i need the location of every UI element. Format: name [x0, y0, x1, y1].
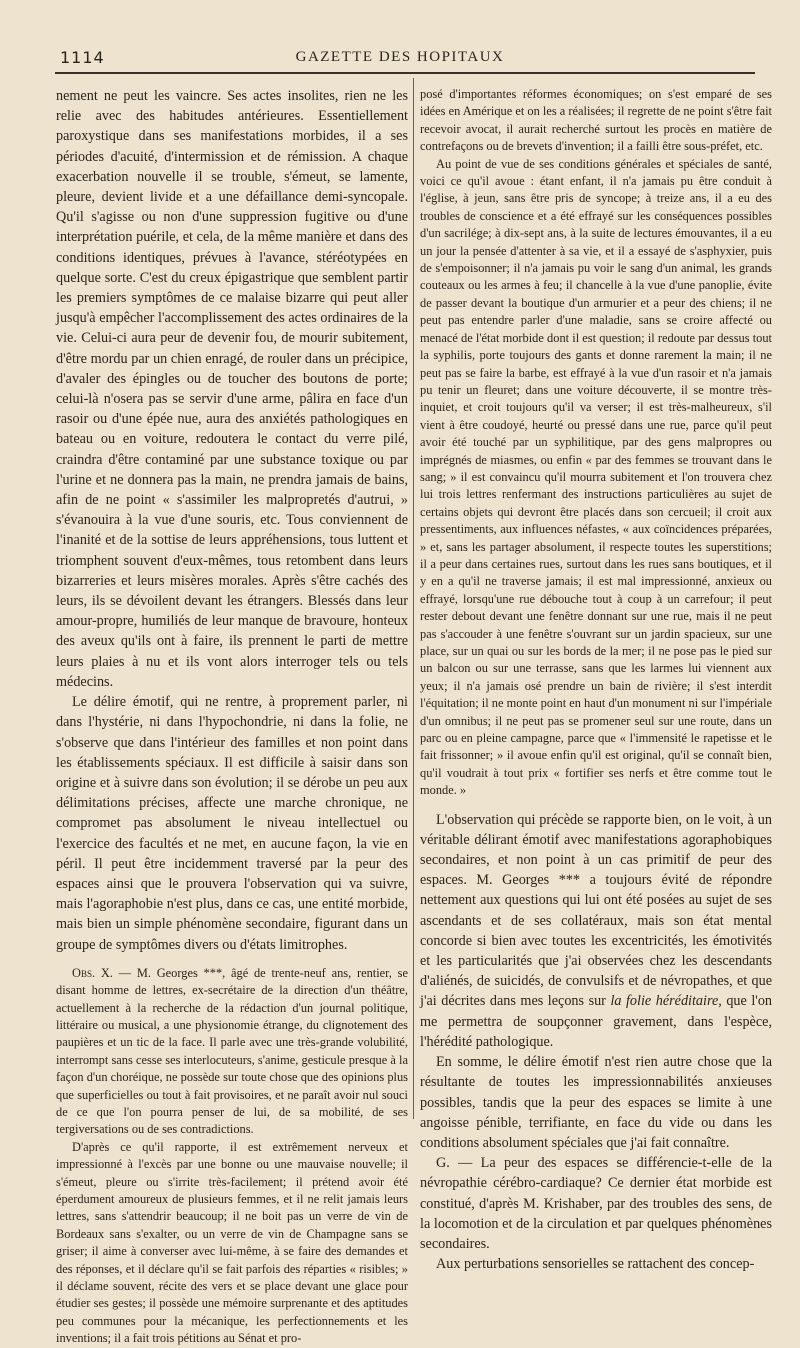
column-divider — [413, 78, 414, 1119]
paragraph — [420, 810, 772, 1052]
italic-title: la folie héréditaire — [610, 993, 719, 1010]
text-run: , que l'on me permettra de soupçonner gravement, dans l'espèce, l'hérédité pathologique. — [420, 993, 773, 1050]
left-column — [56, 86, 409, 1346]
running-title: GAZETTE DES HOPITAUX — [295, 49, 505, 65]
paragraph: posé d'importantes réformes économiques; on s'est emparé de ses idées en Amérique et on les a réalisées; il regrette de ne point s'être fait recevoir avocat, il aurait recherché surtout les procès en matière de contrefaçons ou de brevets d'invention; il a failli être sous-préfet, etc. — [420, 87, 772, 154]
observation-text: — M. Georges ***, âgé de trente-neuf ans, rentier, se disant homme de lettres, ex-secrétaire de la direction d'un théâtre, actuellement à la recherche de la rédaction d'un journal politique, littéraire ou musical, a une physionomie étrange, du clignotement des paupières et un tic de la face. Il parle avec une très-grande volubilité, interrompt sans cesse ses interlocuteurs, s'anime, gesticule presque à la façon d'un choréique, ne possède sur toute chose que des opinions plus que superficielles ou tout à fait provisoires, et ne paraît avoir nul souci de ce que l'on pourra penser de lui, de sa mobilité, de ses tergiversations ou de ses contradictions. — [56, 965, 409, 1137]
right-column — [420, 86, 773, 1273]
paragraph: Le délire émotif, qui ne rentre, à proprement parler, ni dans l'hystérie, ni dans l'hypochondrie, ni dans la folie, ne s'observe que dans l'intérieur des familles et non point dans les établissements spéciaux. Il est difficile à saisir dans son origine et à suivre dans son évolution; il se dérobe un peu aux délimitations précises, affecte une marche chronique, ne compromet pas absolument le niveau intellectuel ou l'exercice des facultés et ne met, en aucune façon, la vie en péril. Il peut être incidemment traversé par la peur des espaces ainsi que le prouvera l'observation qui va suivre, mais l'agoraphobie n'est plus, dans ce cas, une entité morbide, mais bien un simple phénomène secondaire, figurant dans un groupe de symptômes divers ou d'états limitrophes. — [56, 694, 408, 953]
paragraph: Aux perturbations sensorielles se rattachent des concep- — [436, 1256, 755, 1273]
paragraph: Au point de vue de ses conditions générales et spéciales de santé, voici ce qu'il avoue : étant enfant, il n'a jamais pu être conduit à l'église, à jeun, sans être pris de syncope; à treize ans, il a eu des troubles de conscience et a été effrayé sur les conséquences possibles d'un sacrilége; à dix-sept ans, à la suite de lectures émouvantes, il a eu un jour la pensée d'attenter à sa vie, et il a essayé de s'asphyxier, puis de s'empoisonner; il n'a jamais pu voir le sang d'un animal, les grands couteaux ou les armes à feu; il chancelle à la vue d'une panoplie, évite de passer devant la boutique d'un armurier et a peur des chiens; il ne peut pas entendre parler d'une maladie, sans se croire affecté ou menacé de l'état morbide dont il est question; il redoute par dessus tout la syphilis, porte toujours des gants et donne rarement la main; il ne peut pas se faire la barbe, est effrayé à la vue d'un rasoir et n'a jamais pu tenir un fleuret; dans une voiture découverte, il se montre très-inquiet, et croit toujours qu'il va verser; il est très-malheureux, s'il vient à être coudoyé, heurté ou pressé dans une rue, parce qu'il peut avoir été touché par un syphilitique, par des gens malpropres ou imprégnés de miasmes, ou enfin « par des femmes se trouvant dans le sang; » il est convaincu qu'il mourra subitement et l'on trouvera chez lui trois lettres renfermant des instructions particulières au sujet de certains objets qui devront être placés dans son cercueil; il croit aux pressentiments, aux influences néfastes, « aux coïncidences préparées, » et, sans les partager absolument, il respecte toutes les superstitions; il a peur dans certaines rues, surtout dans les rues sans boutiques, et il y en a qu'il ne traverse jamais; il est mal impressionné, anxieux ou effrayé, lorsqu'une rue débouche tout à coup à un carrefour; il peut rester debout devant une fenêtre donnant sur une rue, mais il ne peut pas s'accouder à une fenêtre s'ouvrant sur un jardin spacieux, sur une place, sur un quai ou sur les bords de la mer; il ne pose pas le pied sur un balcon ou sur une terrasse, sans que les larmes lui viennent aux yeux; il n'a jamais osé prendre un bain de rivière; il s'est interdit l'équitation; il ne monte point en haut d'un monument ni sur l'impériale d'un omnibus; il ne peut pas se promener seul sur une route, dans un parc ou en pleine campagne, parce que « l'immensité le rapetisse et le fait frissonner; » il avoue enfin qu'il est original, qu'il se connaît bien, qu'il voudrait à tout prix « fortifier ses nerfs et être comme tout le monde. » — [420, 156, 772, 798]
paragraph: G. — La peur des espaces se différencie-t-elle de la névropathie cérébro-cardiaque? Ce dernier état morbide est constitué, d'après M. Krishaber, par des troubles des sens, de la locomotion et de la circulation et par quelques phénomènes secondaires. — [420, 1155, 772, 1252]
text-run: L'observation qui précède se rapporte bien, on le voit, à un véritable délirant émotif avec manifestations agoraphobiques secondaires, et non point à un cas primitif de peur des espaces. M. Georges *** a toujours évité de répondre nettement aux questions qui lui ont été posées au sujet de ses ascendants et de ses collatéraux, mais son état mental concorde si bien avec toutes les excentricités, les émotivités et les particularités que j'ai observées chez les descendants d'aliénés, de suicidés, de convulsifs et de névropathes, et que j'ai décrites dans mes leçons sur — [420, 811, 772, 1010]
header-rule — [55, 72, 755, 74]
observation-paragraph — [56, 965, 408, 1139]
paragraph: nement ne peut les vaincre. Ses actes insolites, rien ne les relie avec des habitudes antérieures. Essentiellement paroxystique dans ses manifestations morbides, il a ses périodes d'acuité, d'intermission et de rémission. A chaque exacerbation nouvelle il se trouble, s'émeut, se lamente, pleure, devient livide et a une défaillance demi-syncopale. Qu'il s'agisse ou non d'une suppression fugitive ou d'une interprétation puérile, et cela, de la même manière et dans des conditions identiques, prévues à l'avance, stéréotypées en quelque sorte. C'est du creux épigastrique que semblent partir les premiers symptômes de ce malaise bizarre qui peut aller jusqu'à empêcher l'accomplissement des actes ordinaires de la vie. Celui-ci aura peur de devenir fou, de mourir subitement, d'être mordu par un chien enragé, de rouler dans un précipice, d'avaler des épingles ou de toucher des boutons de porte; celui-là n'osera pas se servir d'une arme, pâlira en face d'un rasoir ou d'une épée nue, aura des anxiétés pathologiques en bateau ou en voiture, redoutera le contact du verre pilé, craindra d'être contaminé par une substance toxique ou par l'urine et ne donnera pas la main, ne prendra jamais de bains, afin de ne point « s'assimiler les malpropretés d'autrui, » s'évanouira à la vue d'une souris, etc. Tous conviennent de l'inanité et de la sottise de leurs appréhensions, tous luttent et triomphent souvent d'eux-mêmes, tous retombent dans leurs bizarreries et leurs misères morales. Après s'être cachés des leurs, ils se dévoilent devant les étrangers. Blessés dans leur amour-propre, humiliés de leur manque de bravoure, honteux des aveux qu'ils ont à faire, ils prennent le parti de mettre leurs plaies à nu et ils vont alors interroger tels ou tels médecins. — [56, 88, 408, 690]
paragraph: En somme, le délire émotif n'est rien autre chose que la résultante de toutes les impressionnabilités anxieuses possibles, tandis que la peur des espaces se limite à une angoisse pénible, terrifiante, en face du vide ou dans les conditions absolument spéciales que j'ai fait connaître. — [420, 1054, 772, 1151]
paragraph: D'après ce qu'il rapporte, il est extrêmement nerveux et impressionné à l'excès par une bonne ou une mauvaise nouvelle; il s'émeut, pleure ou s'irrite très-facilement; il prétend avoir été éperdument amoureux de plusieurs femmes, et il ne relit jamais leurs lettres, sans s'attendrir beaucoup; il ne boit pas un verre de vin de Bordeaux sans s'exalter, ou un verre de vin de Champagne sans se griser; il aime à converser avec lui-même, à se faire des demandes et des réponses, et il déclare qu'il se fait parfois des réparties « risibles; » il déclame souvent, récite des vers et se place devant une glace pour étudier ses gestes; il possède une mémoire surprenante et des aptitudes peu communes pour la mécanique, les perfectionnements et les inventions; il a fait trois pétitions au Sénat et pro- — [56, 1139, 408, 1346]
page-number: 1114 — [60, 48, 105, 67]
observation-label: Obs. X. — [72, 965, 113, 980]
page-header — [60, 48, 740, 70]
